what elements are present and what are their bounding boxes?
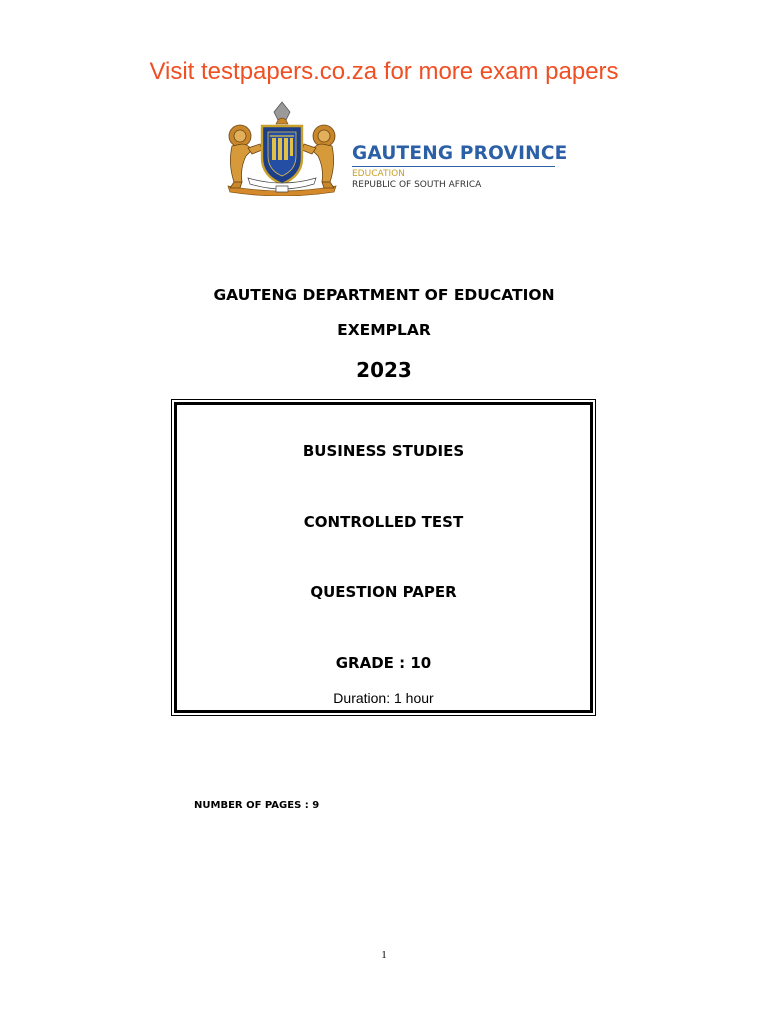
assessment-title: CONTROLLED TEST [303,513,464,531]
number-of-pages: NUMBER OF PAGES : 9 [194,800,320,811]
department-heading: GAUTENG DEPARTMENT OF EDUCATION [213,286,555,304]
province-logo-text [352,143,567,191]
province-name: GAUTENG PROVINCE [352,143,568,164]
duration-label: Duration: 1 hour [333,690,434,706]
coat-of-arms-icon [218,98,346,196]
country-label: REPUBLIC OF SOUTH AFRICA [352,180,482,190]
page-number: 1 [381,949,387,961]
subject-title: BUSINESS STUDIES [302,442,465,460]
exemplar-heading: EXEMPLAR [337,321,431,339]
year-heading: 2023 [356,358,412,382]
logo-divider [352,166,555,167]
promo-banner: Visit testpapers.co.za for more exam papers [149,58,619,85]
document-title: QUESTION PAPER [310,583,457,601]
department-label: EDUCATION [352,169,405,179]
grade-label: GRADE : 10 [335,654,432,672]
